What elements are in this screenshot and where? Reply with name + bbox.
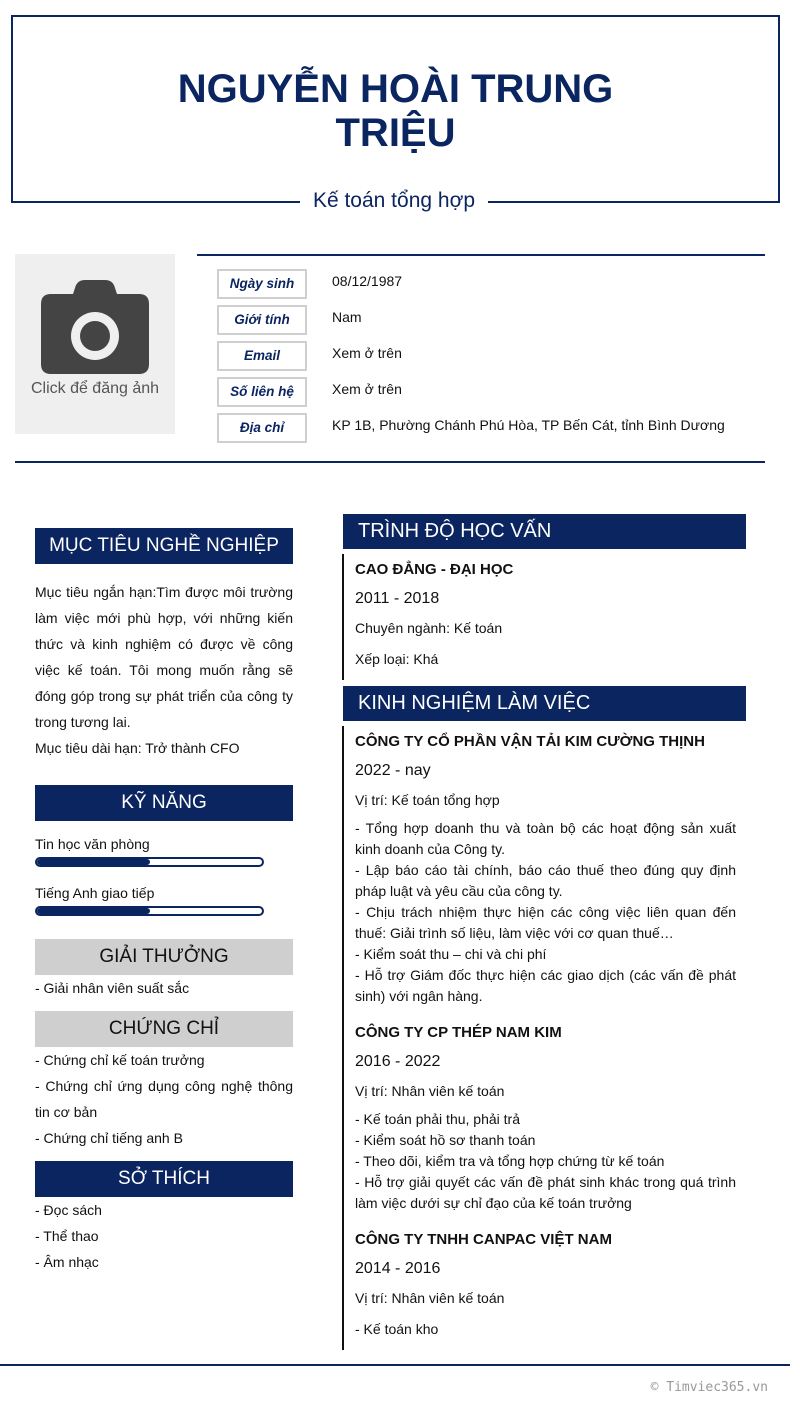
- skill-fill: [37, 859, 150, 865]
- info-label: Giới tính: [217, 305, 307, 335]
- skills-heading: KỸ NĂNG: [35, 785, 293, 821]
- hobby-item: - Thể thao: [35, 1228, 99, 1244]
- certificate-item: - Chứng chỉ kế toán trưởng: [35, 1052, 205, 1068]
- info-value: Xem ở trên: [332, 381, 402, 397]
- job-duties: [355, 818, 736, 1007]
- job-company: CÔNG TY CỔ PHẦN VẬN TẢI KIM CƯỜNG THỊNH: [355, 733, 705, 750]
- objective-heading: MỤC TIÊU NGHỀ NGHIỆP: [35, 528, 293, 564]
- job-company: CÔNG TY CP THÉP NAM KIM: [355, 1024, 562, 1041]
- job-position: Vị trí: Nhân viên kế toán: [355, 1290, 505, 1306]
- job-duty: - Hỗ trợ giải quyết các vấn đề phát sinh khác trong quá trình làm việc dưới sự chỉ đạo của kế toán trưởng: [355, 1174, 736, 1211]
- candidate-name: NGUYỄN HOÀI TRUNG TRIỆU: [177, 67, 614, 155]
- education-major: Chuyên ngành: Kế toán: [355, 620, 503, 636]
- job-duty: - Kế toán phải thu, phải trả: [355, 1111, 520, 1127]
- info-value: 08/12/1987: [332, 273, 403, 289]
- skill-fill: [37, 908, 150, 914]
- awards-heading: GIẢI THƯỞNG: [35, 939, 293, 975]
- education-rank: Xếp loại: Khá: [355, 651, 439, 667]
- info-label: Số liên hệ: [217, 377, 307, 407]
- skill-label: Tiếng Anh giao tiếp: [35, 885, 155, 901]
- info-label: Địa chỉ: [217, 413, 307, 443]
- experience-heading: KINH NGHIỆM LÀM VIỆC: [343, 686, 746, 721]
- job-years: 2016 - 2022: [355, 1053, 441, 1070]
- education-years: 2011 - 2018: [355, 590, 440, 607]
- certificate-item: - Chứng chỉ ứng dụng công nghệ thông tin cơ bản: [35, 1078, 293, 1120]
- hobby-item: - Âm nhạc: [35, 1254, 99, 1270]
- skill-bar: [35, 857, 264, 867]
- skill-label: Tin học văn phòng: [35, 836, 150, 852]
- job-duty: - Kiểm soát thu – chi và chi phí: [355, 946, 547, 962]
- job-position: Vị trí: Kế toán tổng hợp: [355, 792, 500, 808]
- education-school: CAO ĐẲNG - ĐẠI HỌC: [355, 561, 514, 578]
- skill-bar: [35, 906, 264, 916]
- job-duties: [355, 1319, 736, 1340]
- job-duty: - Kiểm soát hồ sơ thanh toán: [355, 1132, 536, 1148]
- objective-short-term: Mục tiêu ngắn hạn:Tìm được môi trường làm việc mới phù hợp, với những kiến thức và kinh nghiệm có được về công việc kế toán. Tôi mong muốn rằng sẽ đóng góp trong sự phát triển của công ty trong tương lai.: [35, 584, 293, 730]
- job-position: Vị trí: Nhân viên kế toán: [355, 1083, 505, 1099]
- camera-icon: [41, 280, 149, 374]
- header-box: [11, 15, 780, 203]
- award-item: - Giải nhân viên suất sắc: [35, 980, 190, 996]
- job-years: 2022 - nay: [355, 762, 431, 779]
- education-heading: TRÌNH ĐỘ HỌC VẤN: [343, 514, 746, 549]
- job-years: 2014 - 2016: [355, 1260, 441, 1277]
- job-title: Kế toán tổng hợp: [300, 186, 488, 216]
- job-duty: - Lập báo cáo tài chính, báo cáo thuế theo đúng quy định pháp luật và yêu cầu của công ty.: [355, 862, 736, 899]
- certificates-heading: CHỨNG CHỈ: [35, 1011, 293, 1047]
- job-duty: - Hỗ trợ Giám đốc thực hiện các giao dịch (các vấn đề phát sinh) với ngân hàng.: [355, 967, 736, 1004]
- education-timeline: [342, 554, 344, 680]
- info-label: Ngày sinh: [217, 269, 307, 299]
- info-value: Nam: [332, 309, 362, 325]
- job-duty: - Tổng hợp doanh thu và toàn bộ các hoạt động sản xuất kinh doanh của Công ty.: [355, 820, 736, 857]
- info-divider-top: [197, 254, 765, 256]
- experience-timeline: [342, 726, 344, 1350]
- footer-copyright: © Timviec365.vn: [650, 1380, 768, 1395]
- job-duties: [355, 1109, 736, 1214]
- certificate-item: - Chứng chỉ tiếng anh B: [35, 1130, 183, 1146]
- hobby-item: - Đọc sách: [35, 1202, 102, 1218]
- job-duty: - Theo dõi, kiểm tra và tổng hợp chứng từ kế toán: [355, 1153, 665, 1169]
- info-value: KP 1B, Phường Chánh Phú Hòa, TP Bến Cát, tỉnh Bình Dương: [332, 417, 725, 433]
- footer-divider: [0, 1364, 790, 1366]
- info-divider-bottom: [15, 461, 765, 463]
- objective-long-term: Mục tiêu dài hạn: Trở thành CFO: [35, 740, 240, 756]
- info-label: Email: [217, 341, 307, 371]
- info-value: Xem ở trên: [332, 345, 402, 361]
- photo-caption: Click để đăng ảnh: [30, 380, 160, 397]
- hobbies-heading: SỞ THÍCH: [35, 1161, 293, 1197]
- job-duty: - Kế toán kho: [355, 1321, 439, 1337]
- job-duty: - Chịu trách nhiệm thực hiện các công việc liên quan đến thuế: Giải trình số liệu, làm việc với cơ quan thuế…: [355, 904, 736, 941]
- photo-upload[interactable]: [15, 254, 175, 434]
- job-company: CÔNG TY TNHH CANPAC VIỆT NAM: [355, 1231, 612, 1248]
